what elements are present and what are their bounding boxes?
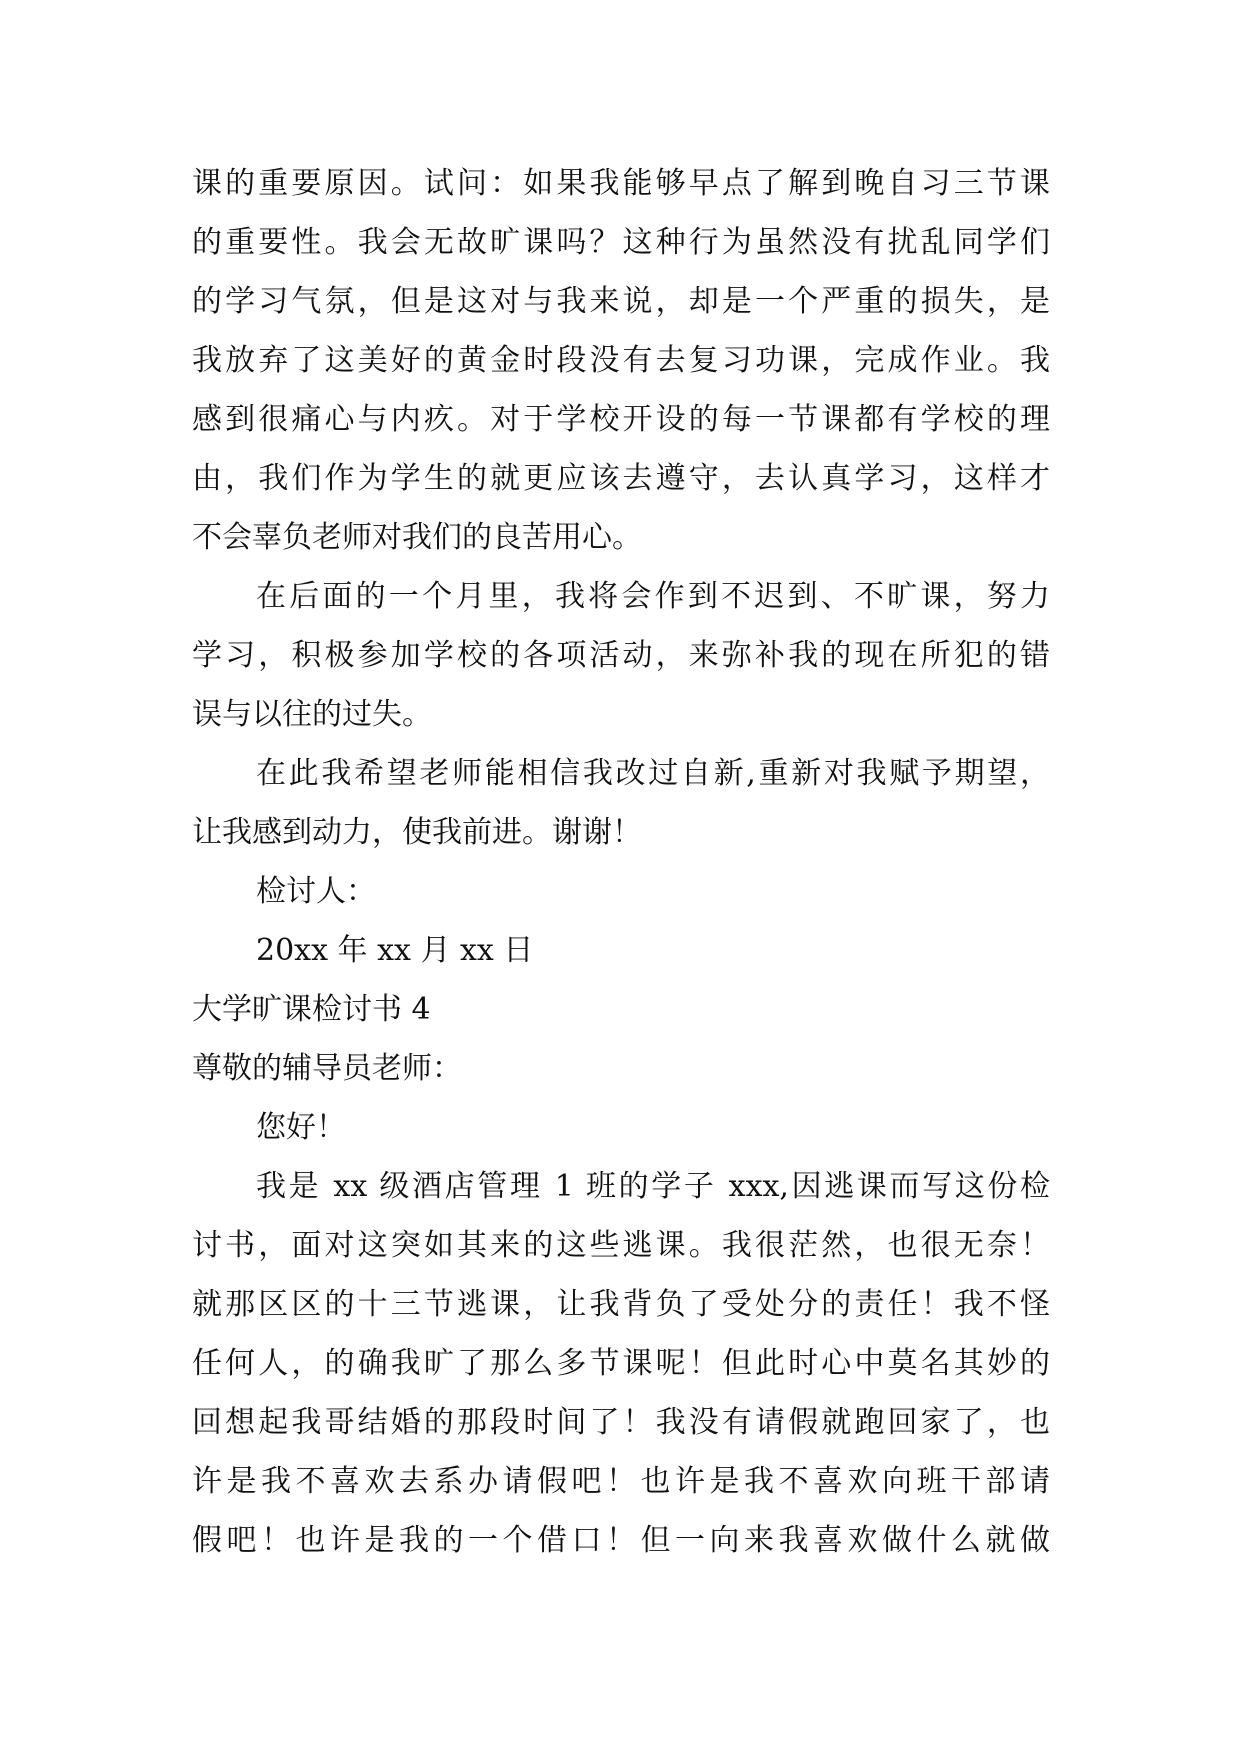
text-line: 20xx 年 xx 月 xx 日 <box>256 933 534 968</box>
text-line: 误与以往的过失。 <box>192 697 432 732</box>
text-line: 就那区区的十三节逃课，让我背负了受处分的责任！我不怪 <box>192 1287 1050 1322</box>
text-line: 由，我们作为学生的就更应该去遵守，去认真学习，这样才 <box>192 461 1050 496</box>
text-line: 检讨人： <box>256 874 376 909</box>
text-line: 在此我希望老师能相信我改过自新,重新对我赋予期望， <box>256 756 1050 791</box>
document-body <box>192 154 1050 1570</box>
text-line: 讨书，面对这突如其来的这些逃课。我很茫然，也很无奈！ <box>192 1228 1050 1263</box>
text-line: 假吧！也许是我的一个借口！但一向来我喜欢做什么就做 <box>192 1523 1050 1558</box>
text-line: 不会辜负老师对我们的良苦用心。 <box>192 520 642 555</box>
text-line: 的重要性。我会无故旷课吗？这种行为虽然没有扰乱同学们 <box>192 225 1050 260</box>
text-line: 学习，积极参加学校的各项活动，来弥补我的现在所犯的错 <box>192 638 1050 673</box>
text-line: 让我感到动力，使我前进。谢谢！ <box>192 815 642 850</box>
text-line: 大学旷课检讨书 4 <box>192 992 431 1027</box>
text-line: 感到很痛心与内疚。对于学校开设的每一节课都有学校的理 <box>192 402 1050 437</box>
text-line: 的学习气氛，但是这对与我来说，却是一个严重的损失，是 <box>192 284 1050 319</box>
text-line: 许是我不喜欢去系办请假吧！也许是我不喜欢向班干部请 <box>192 1464 1050 1499</box>
text-line: 尊敬的辅导员老师： <box>192 1051 462 1086</box>
text-line: 在后面的一个月里，我将会作到不迟到、不旷课，努力 <box>256 579 1050 614</box>
text-line: 课的重要原因。试问：如果我能够早点了解到晚自习三节课 <box>192 166 1050 201</box>
text-line: 我是 xx 级酒店管理 1 班的学子 xxx,因逃课而写这份检 <box>256 1169 1050 1204</box>
text-line: 任何人，的确我旷了那么多节课呢！但此时心中莫名其妙的 <box>192 1346 1050 1381</box>
text-line: 回想起我哥结婚的那段时间了！我没有请假就跑回家了，也 <box>192 1405 1050 1440</box>
text-line: 我放弃了这美好的黄金时段没有去复习功课，完成作业。我 <box>192 343 1050 378</box>
text-line: 您好！ <box>256 1110 346 1145</box>
